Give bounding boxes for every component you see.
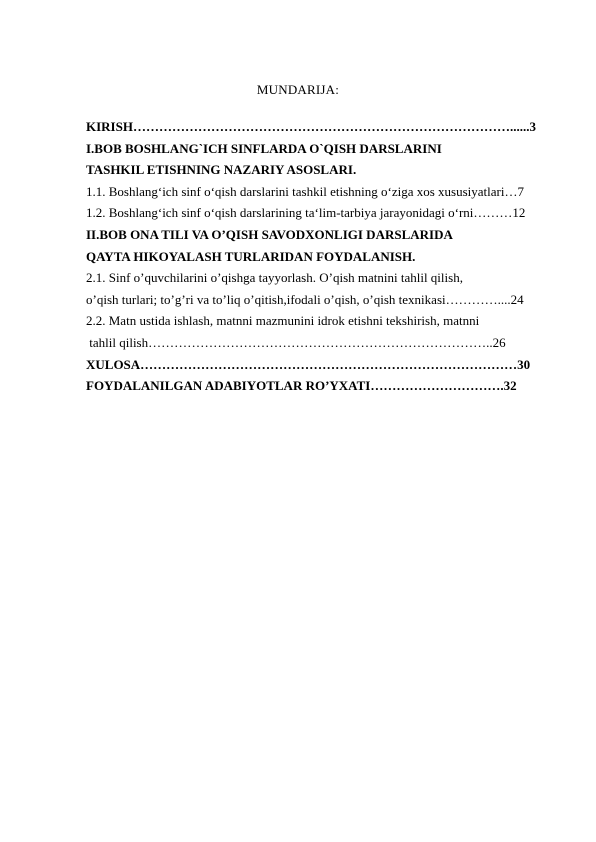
- toc-entry-references: FOYDALANILGAN ADABIYOTLAR RO’YXATI………………………….32: [86, 378, 517, 394]
- toc-chapter-2-heading-line-1: II.BOB ONA TILI VA O’QISH SAVODXONLIGI DARSLARIDA: [86, 226, 453, 242]
- toc-entry-1-1: 1.1. Boshlang‘ich sinf o‘qish darslarini tashkil etishning o‘ziga xos xususiyatlari…7: [86, 183, 524, 199]
- toc-entry-2-2-line-2: tahlil qilish……………………………………………………………………..26: [86, 334, 506, 350]
- toc-chapter-1-heading-line-2: TASHKIL ETISHNING NAZARIY ASOSLARI.: [86, 162, 357, 178]
- page-title: MUNDARIJA:: [256, 82, 340, 97]
- toc-entry-1-2: 1.2. Boshlang‘ich sinf o‘qish darslarining ta‘lim-tarbiya jarayonidagi o‘rni………12: [86, 205, 526, 221]
- toc-entry-2-2-line-1: 2.2. Matn ustida ishlash, matnni mazmunini idrok etishni tekshirish, matnni: [86, 313, 480, 329]
- toc-chapter-1-heading-line-1: I.BOB BOSHLANG`ICH SINFLARDA O`QISH DARSLARINI: [86, 140, 442, 156]
- toc-entry-2-1-line-2: o’qish turlari; to’g’ri va to’liq o’qitish,ifodali o’qish, o’qish texnikasi…………....24: [86, 291, 524, 307]
- toc-entry-2-1-line-1: 2.1. Sinf o’quvchilarini o’qishga tayyorlash. O’qish matnini tahlil qilish,: [86, 270, 463, 286]
- table-of-contents: [86, 116, 556, 397]
- toc-entry-xulosa: XULOSA……………………………………………………………………………30: [86, 356, 531, 372]
- toc-chapter-2-heading-line-2: QAYTA HIKOYALASH TURLARIDAN FOYDALANISH.: [86, 248, 416, 264]
- toc-entry-kirish: KIRISH……………………………………………………………………………......3: [86, 119, 536, 134]
